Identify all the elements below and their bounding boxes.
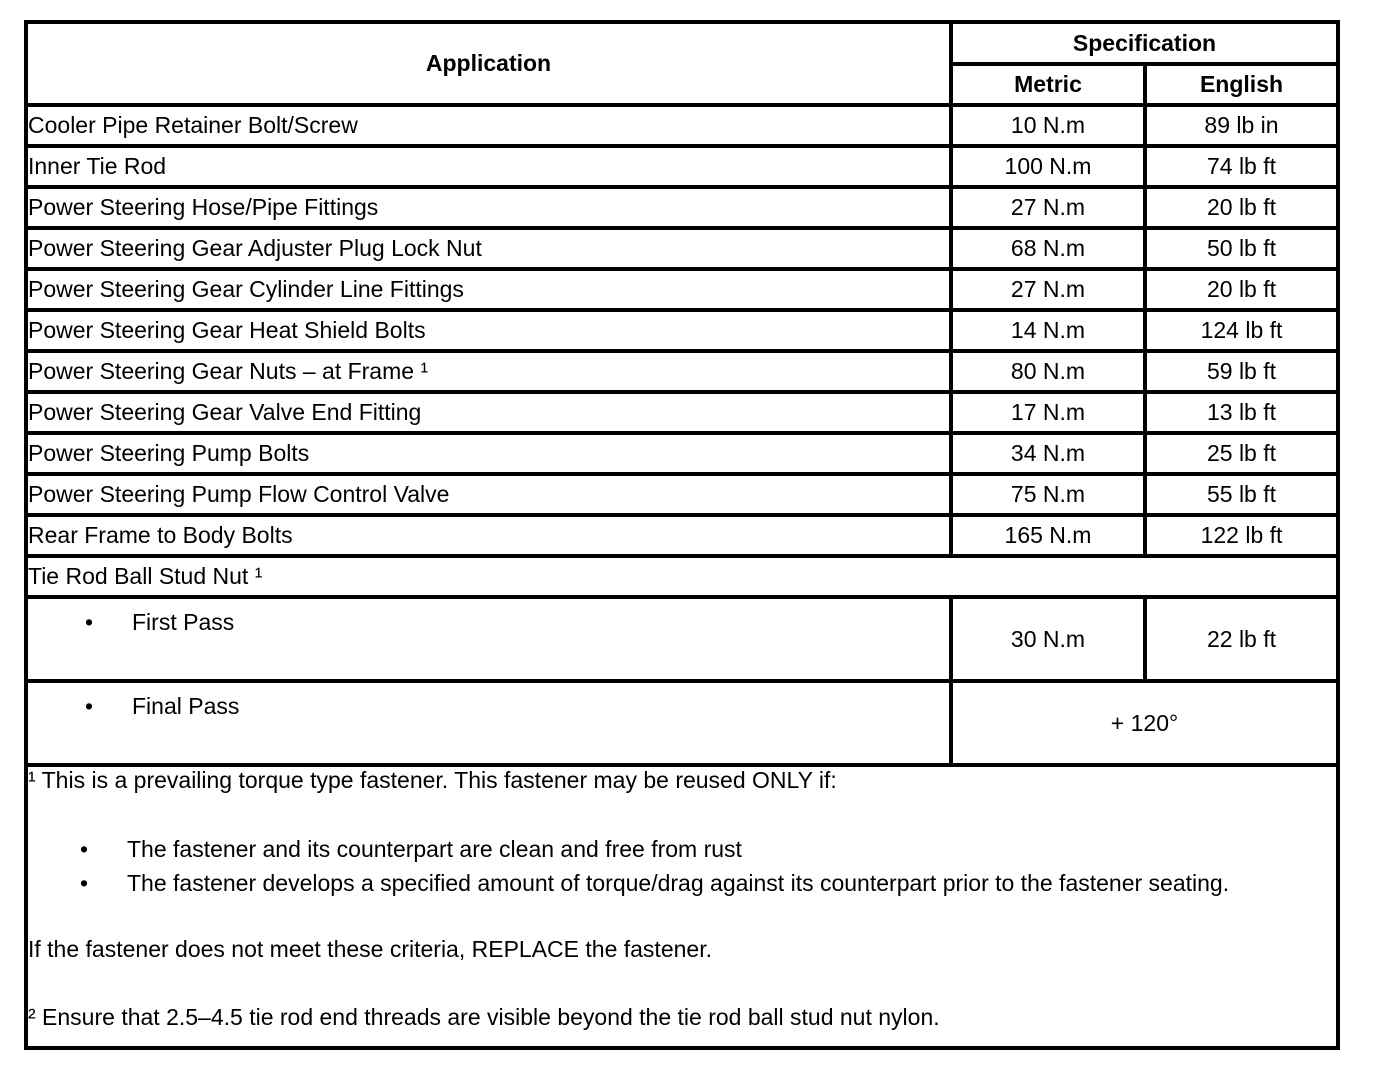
english-cell: 50 lb ft: [1145, 228, 1338, 269]
final-pass-value: + 120°: [951, 681, 1338, 765]
table-row: [26, 187, 1338, 228]
specification-header: Specification: [951, 22, 1338, 64]
metric-cell: 80 N.m: [951, 351, 1145, 392]
note-bullet-item: [28, 836, 1336, 870]
application-cell: Cooler Pipe Retainer Bolt/Screw: [26, 105, 951, 146]
table-row: [26, 515, 1338, 556]
english-header: English: [1145, 64, 1338, 105]
final-pass-row: [26, 681, 1338, 765]
metric-cell: 68 N.m: [951, 228, 1145, 269]
application-cell: Power Steering Hose/Pipe Fittings: [26, 187, 951, 228]
english-cell: 13 lb ft: [1145, 392, 1338, 433]
first-pass-english: 22 lb ft: [1145, 597, 1338, 681]
english-cell: 59 lb ft: [1145, 351, 1338, 392]
english-cell: 124 lb ft: [1145, 310, 1338, 351]
notes-row: [26, 765, 1338, 1048]
bullet-icon: •: [85, 693, 94, 719]
english-cell: 25 lb ft: [1145, 433, 1338, 474]
notes-cell: [26, 765, 1338, 1048]
application-cell: Power Steering Pump Bolts: [26, 433, 951, 474]
english-cell: 89 lb in: [1145, 105, 1338, 146]
table-row: [26, 392, 1338, 433]
english-cell: 74 lb ft: [1145, 146, 1338, 187]
english-cell: 55 lb ft: [1145, 474, 1338, 515]
torque-spec-table: [24, 20, 1340, 1050]
note-bullet-item: [28, 870, 1336, 904]
table-row: [26, 310, 1338, 351]
application-cell: Power Steering Pump Flow Control Valve: [26, 474, 951, 515]
table-row: [26, 228, 1338, 269]
application-cell: Power Steering Gear Nuts – at Frame ¹: [26, 351, 951, 392]
table-row: [26, 474, 1338, 515]
application-cell: Power Steering Gear Adjuster Plug Lock Nut: [26, 228, 951, 269]
metric-cell: 27 N.m: [951, 269, 1145, 310]
table-row: [26, 105, 1338, 146]
table-row: [26, 269, 1338, 310]
application-header: Application: [26, 22, 951, 105]
metric-cell: 34 N.m: [951, 433, 1145, 474]
english-cell: 122 lb ft: [1145, 515, 1338, 556]
table-row: [26, 351, 1338, 392]
bullet-icon: •: [80, 870, 89, 896]
note-bullet-text: The fastener develops a specified amount of torque/drag against its counterpart prior to the fastener seating.: [127, 870, 1230, 896]
metric-cell: 100 N.m: [951, 146, 1145, 187]
final-pass-label: Final Pass: [132, 693, 240, 719]
table-row: [26, 146, 1338, 187]
bullet-icon: •: [80, 836, 89, 862]
first-pass-metric: 30 N.m: [951, 597, 1145, 681]
first-pass-label: First Pass: [132, 609, 235, 635]
final-pass-cell: [26, 681, 951, 765]
table-row: [26, 433, 1338, 474]
metric-cell: 165 N.m: [951, 515, 1145, 556]
note-replace: If the fastener does not meet these criteria, REPLACE the fastener.: [28, 936, 712, 962]
metric-cell: 10 N.m: [951, 105, 1145, 146]
first-pass-row: [26, 597, 1338, 681]
note-1: ¹ This is a prevailing torque type fastener. This fastener may be reused ONLY if:: [28, 767, 837, 793]
note-bullet-text: The fastener and its counterpart are clean and free from rust: [127, 836, 742, 862]
metric-cell: 17 N.m: [951, 392, 1145, 433]
application-cell: Power Steering Gear Cylinder Line Fittings: [26, 269, 951, 310]
application-cell: Rear Frame to Body Bolts: [26, 515, 951, 556]
tie-rod-label: Tie Rod Ball Stud Nut ¹: [26, 556, 1338, 597]
english-cell: 20 lb ft: [1145, 187, 1338, 228]
tie-rod-group-row: [26, 556, 1338, 597]
note-2: ² Ensure that 2.5–4.5 tie rod end threads are visible beyond the tie rod ball stud nut nylon.: [28, 1004, 940, 1030]
application-cell: Inner Tie Rod: [26, 146, 951, 187]
bullet-icon: •: [85, 609, 94, 635]
metric-cell: 14 N.m: [951, 310, 1145, 351]
application-cell: Power Steering Gear Valve End Fitting: [26, 392, 951, 433]
metric-cell: 27 N.m: [951, 187, 1145, 228]
application-cell: Power Steering Gear Heat Shield Bolts: [26, 310, 951, 351]
metric-header: Metric: [951, 64, 1145, 105]
first-pass-cell: [26, 597, 951, 681]
english-cell: 20 lb ft: [1145, 269, 1338, 310]
metric-cell: 75 N.m: [951, 474, 1145, 515]
